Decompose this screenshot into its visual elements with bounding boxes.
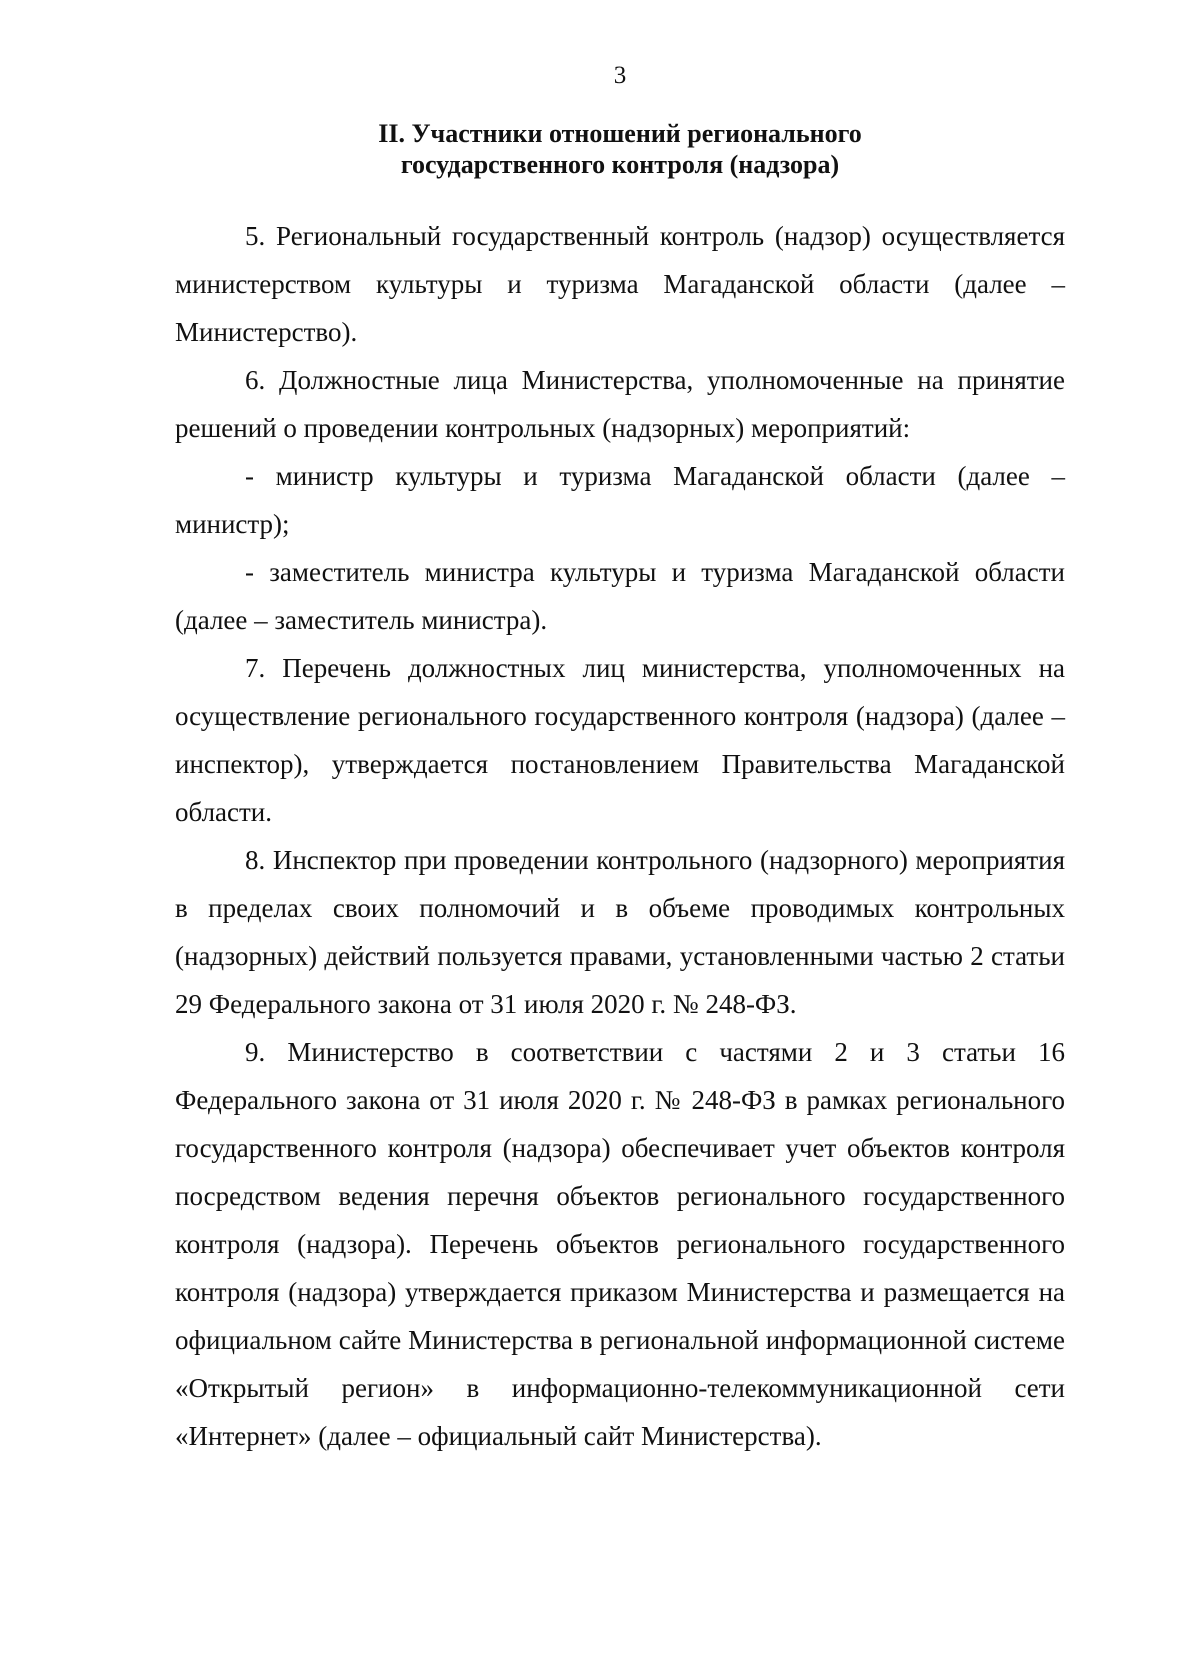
paragraph-6-item-minister: - министр культуры и туризма Магаданской области (далее – министр); — [175, 461, 1065, 539]
paragraph-6: 6. Должностные лица Министерства, уполномоченные на принятие решений о проведении контрольных (надзорных) мероприятий: — [175, 365, 1065, 443]
section-title-line-2: государственного контроля (надзора) — [400, 150, 840, 179]
section-title-line-1: II. Участники отношений регионального — [378, 119, 862, 148]
page-number: 3 — [613, 62, 627, 89]
paragraph-8: 8. Инспектор при проведении контрольного (надзорного) мероприятия в пределах своих полномочий и в объеме проводимых контрольных (надзорных) действий пользуется правами, установленными частью 2 статьи 29 Федерального закона от 31 июля 2020 г. № 248-ФЗ. — [175, 845, 1065, 1019]
paragraph-5: 5. Региональный государственный контроль (надзор) осуществляется министерством культуры и туризма Магаданской области (далее – Министерство). — [175, 221, 1065, 347]
paragraph-6-item-deputy: - заместитель министра культуры и туризма Магаданской области (далее – заместитель министра). — [175, 557, 1065, 635]
paragraph-7: 7. Перечень должностных лиц министерства, уполномоченных на осуществление регионального государственного контроля (надзора) (далее – инспектор), утверждается постановлением Правительства Магаданской области. — [175, 653, 1065, 827]
paragraph-9: 9. Министерство в соответствии с частями 2 и 3 статьи 16 Федерального закона от 31 июля 2020 г. № 248-ФЗ в рамках регионального государственного контроля (надзора) обеспечивает учет объектов контроля посредством ведения перечня объектов регионального государственного контроля (надзора). Перечень объектов регионального государственного контроля (надзора) утверждается приказом Министерства и размещается на официальном сайте Министерства в региональной информационной системе «Открытый регион» в информационно-телекоммуникационной сети «Интернет» (далее – официальный сайт Министерства). — [175, 1037, 1065, 1451]
section-title — [175, 118, 1065, 180]
document-body — [175, 212, 1065, 1460]
